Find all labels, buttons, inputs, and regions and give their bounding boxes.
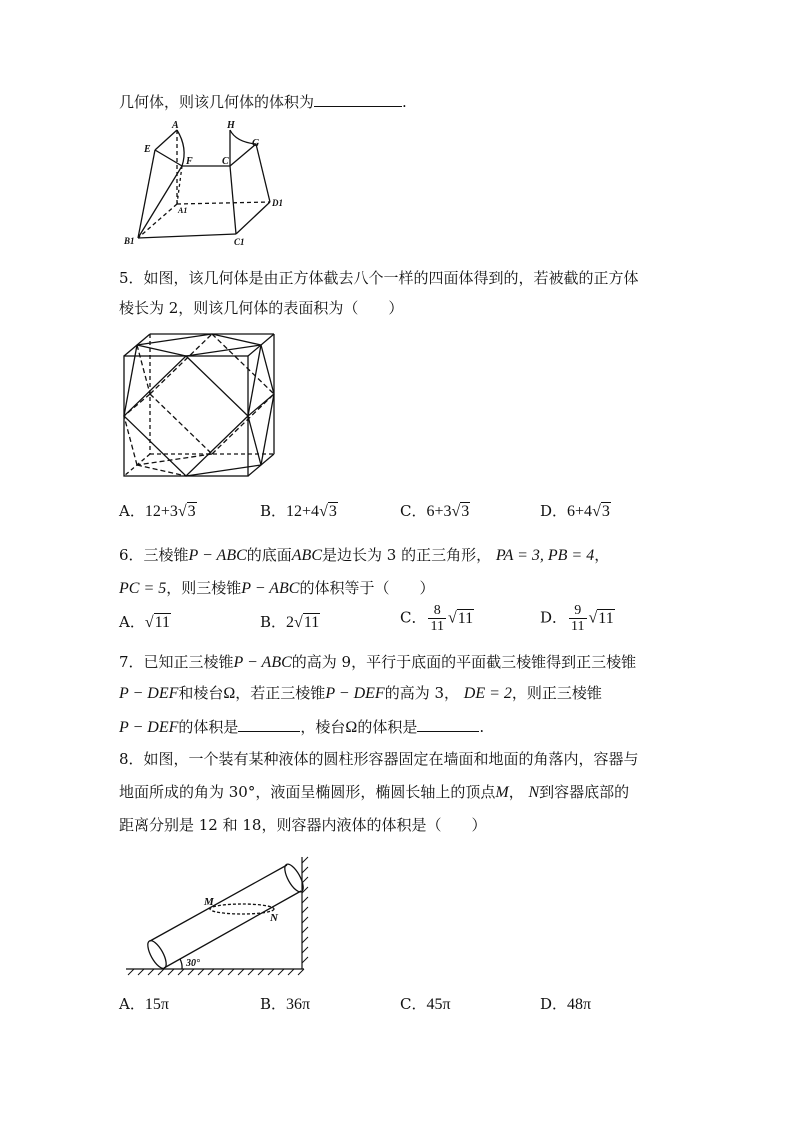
q8-option-d[interactable]: D．48π bbox=[540, 995, 592, 1013]
q4-label-B1: B1 bbox=[124, 236, 135, 246]
q4-arc-AF bbox=[177, 130, 184, 166]
q5-line2: 棱长为 2，则该几何体的表面积为（ ） bbox=[119, 299, 404, 317]
q7-line3: P − DEF的体积是 ，棱台Ω的体积是 . bbox=[119, 715, 484, 738]
q6-line2: PC = 5，则三棱锥P − ABC的体积等于（ ） bbox=[119, 579, 435, 597]
q4-edge-EF bbox=[155, 150, 182, 166]
q4-edge-B1C1 bbox=[138, 234, 236, 238]
q6-line1: 6．三棱锥P − ABC的底面ABC是边长为 3 的正三角形， PA = 3, PB = 4， bbox=[119, 546, 610, 564]
q4-label-F: F bbox=[186, 156, 193, 167]
q5-option-c[interactable]: C．6+3√3 bbox=[400, 502, 470, 520]
q4-tail-text: 几何体，则该几何体的体积为 bbox=[119, 93, 315, 111]
q5-hidden-edge bbox=[124, 416, 137, 465]
q4-label-E: E bbox=[144, 144, 151, 155]
q8-line2: 地面所成的角为 30°，液面呈椭圆形，椭圆长轴上的顶点M， N到容器底部的 bbox=[119, 783, 630, 801]
q4-answer-blank bbox=[314, 90, 402, 107]
q8-option-b[interactable]: B．36π bbox=[260, 995, 311, 1013]
q6-option-d[interactable]: D． $\frac{9}{11}$ √11 bbox=[540, 603, 614, 634]
q4-edge-A1D1 bbox=[177, 202, 270, 204]
q4-edge-FA1 bbox=[177, 166, 182, 204]
q7-line1: 7．已知正三棱锥P − ABC的高为 9，平行于底面的平面截三棱锥得到正三棱锥 bbox=[119, 653, 637, 671]
q4-label-A: A bbox=[172, 120, 179, 131]
q6-option-a[interactable]: A．√11 bbox=[119, 613, 171, 631]
q5-edge bbox=[248, 345, 261, 416]
q5-hidden-edge bbox=[137, 345, 150, 394]
q4-edge-EA bbox=[155, 130, 177, 150]
q5-option-b[interactable]: B．12+4√3 bbox=[260, 502, 337, 520]
q4-label-C1: C1 bbox=[234, 237, 245, 247]
q4-edge-C1D1 bbox=[236, 202, 270, 234]
q8-cyl-bottom-end bbox=[144, 938, 170, 971]
q4-label-C: C bbox=[222, 156, 229, 167]
q5-option-d[interactable]: D．6+4√3 bbox=[540, 502, 610, 520]
q5-edge bbox=[261, 345, 274, 394]
q5-hidden-edge bbox=[137, 465, 186, 476]
q5-hidden-edge bbox=[212, 334, 274, 394]
q4-edge-CC1 bbox=[230, 166, 236, 234]
q4-label-D1: D1 bbox=[272, 198, 283, 208]
q4-tail-end: . bbox=[402, 93, 407, 111]
q4-label-H: H bbox=[227, 120, 235, 131]
q6-option-b[interactable]: B．2√11 bbox=[260, 613, 320, 631]
q5-edge bbox=[248, 416, 261, 465]
q8-liquid-surface bbox=[210, 904, 274, 914]
q8-option-a[interactable]: A．15π bbox=[119, 995, 169, 1013]
q5-line1: 5．如图，该几何体是由正方体截去八个一样的四面体得到的，若被截的正方体 bbox=[119, 269, 639, 287]
q8-cyl-top-end bbox=[281, 862, 307, 895]
q4-figure bbox=[118, 118, 298, 250]
q8-label-M: M bbox=[204, 896, 214, 908]
q7-line2: P − DEF和棱台Ω，若正三棱锥P − DEF的高为 3， DE = 2，则正三棱锥 bbox=[119, 684, 602, 702]
q5-figure bbox=[120, 332, 278, 478]
q8-cyl-top-side bbox=[150, 865, 287, 941]
q6-option-c[interactable]: C． $\frac{8}{11}$ √11 bbox=[400, 603, 474, 634]
q8-option-c[interactable]: C．45π bbox=[400, 995, 451, 1013]
q8-line3: 距离分别是 12 和 18，则容器内液体的体积是（ ） bbox=[119, 816, 487, 834]
q8-angle-label: 30° bbox=[186, 958, 200, 969]
q4-edge-GD1 bbox=[256, 144, 270, 202]
q4-label-G: G bbox=[252, 138, 260, 149]
q8-figure bbox=[124, 855, 310, 977]
q4-tail-line bbox=[119, 90, 407, 112]
q7-blank-2 bbox=[417, 715, 479, 732]
q5-top-square bbox=[137, 334, 261, 356]
q8-label-N: N bbox=[270, 912, 278, 924]
q5-hidden-edge bbox=[150, 394, 212, 454]
q8-cyl-bottom-side bbox=[164, 891, 301, 968]
q5-option-a[interactable]: A．12+3√3 bbox=[119, 502, 196, 520]
q4-label-A1: A1 bbox=[178, 206, 188, 215]
q7-blank-1 bbox=[238, 715, 300, 732]
q5-hidden-edge bbox=[150, 334, 212, 394]
q8-angle-arc bbox=[180, 959, 182, 969]
q8-hatch bbox=[128, 857, 308, 975]
q8-line1: 8．如图，一个装有某种液体的圆柱形容器固定在墙面和地面的角落内，容器与 bbox=[119, 750, 639, 768]
